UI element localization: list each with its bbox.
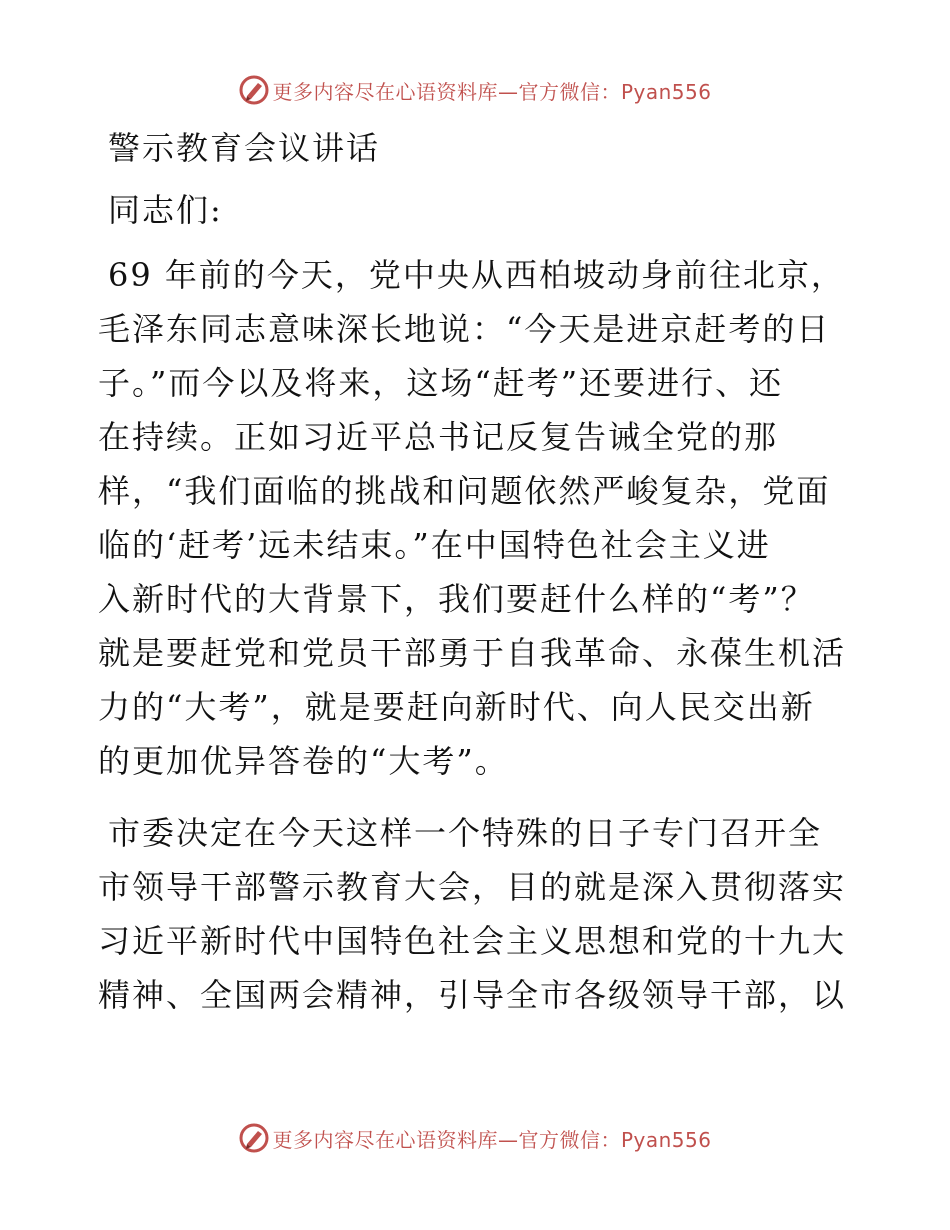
paragraph-line: 毛泽东同志意味深长地说：“今天是进京赶考的日: [98, 310, 831, 348]
paragraph-line: 样，“我们面临的挑战和问题依然严峻复杂，党面: [98, 472, 831, 510]
paragraph-1: [98, 248, 850, 788]
paragraph-line: 精神、全国两会精神，引导全市各级领导干部，以: [98, 976, 847, 1014]
paragraph-line: 临的‘赶考’远未结束。”在中国特色社会主义进: [98, 526, 771, 564]
watermark-banner-bottom: [0, 1118, 950, 1158]
paragraph-line: 69 年前的今天，党中央从西柏坡动身前往北京，: [108, 256, 845, 294]
document-body: [98, 124, 850, 1040]
watermark-banner-top: [0, 70, 950, 110]
paragraph-line: 在持续。正如习近平总书记反复告诫全党的那: [98, 418, 779, 456]
paragraph-line: 的更加优异答卷的“大考”。: [98, 742, 509, 780]
greeting: 同志们:: [108, 191, 223, 229]
paragraph-2: [98, 806, 850, 1022]
watermark-text: 更多内容尽在心语资料库—官方微信：Pyan556: [272, 79, 712, 104]
document-title: 警示教育会议讲话: [108, 129, 381, 167]
paragraph-line: 子。”而今以及将来，这场“赶考”还要进行、还: [98, 364, 784, 402]
paragraph-line: 市委决定在今天这样一个特殊的日子专门召开全: [108, 814, 823, 852]
pen-logo-icon: [238, 74, 270, 106]
paragraph-line: 习近平新时代中国特色社会主义思想和党的十九大: [98, 922, 847, 960]
paragraph-line: 力的“大考”，就是要赶向新时代、向人民交出新: [98, 688, 815, 726]
paragraph-line: 入新时代的大背景下，我们要赶什么样的“考”？: [98, 580, 815, 618]
watermark-text: 更多内容尽在心语资料库—官方微信：Pyan556: [272, 1127, 712, 1152]
paragraph-line: 就是要赶党和党员干部勇于自我革命、永葆生机活: [98, 634, 847, 672]
pen-logo-icon: [238, 1122, 270, 1154]
paragraph-line: 市领导干部警示教育大会，目的就是深入贯彻落实: [98, 868, 847, 906]
